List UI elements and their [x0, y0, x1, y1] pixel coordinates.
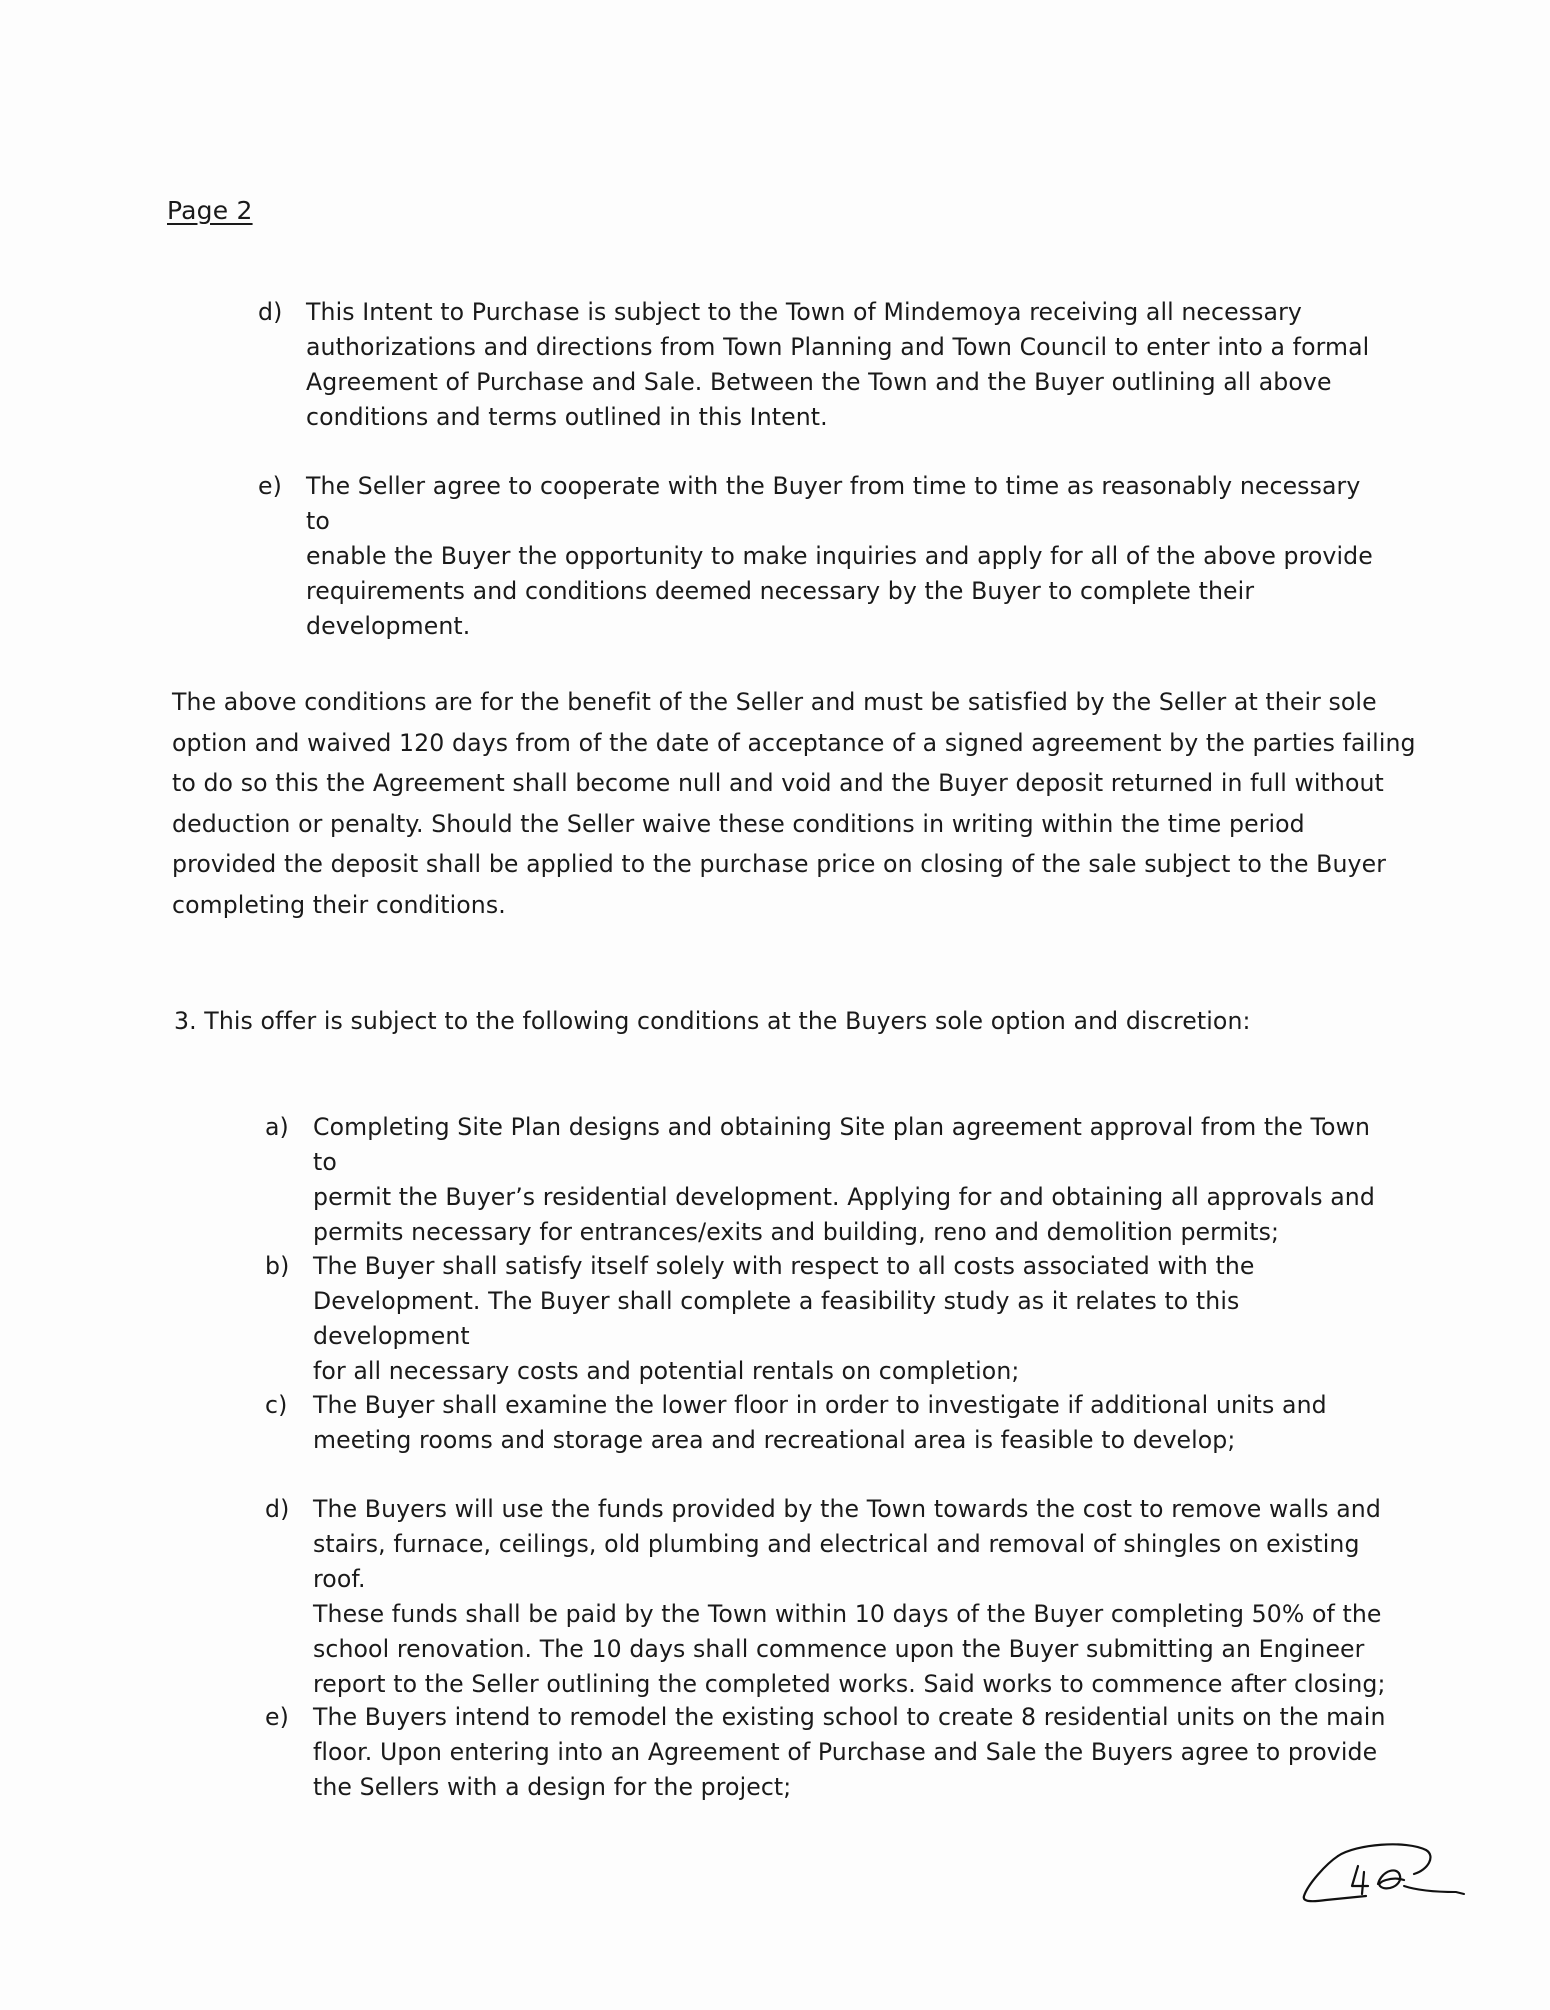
- item-marker: d): [258, 298, 283, 326]
- intent-item-e: [258, 469, 1388, 640]
- page-number-label: Page 2: [167, 196, 253, 225]
- section-3-heading: 3. This offer is subject to the following conditions at the Buyers sole option and discretion:: [174, 1007, 1251, 1035]
- item-marker: e): [258, 472, 282, 500]
- condition-item-e: [265, 1700, 1395, 1810]
- condition-item-c: [265, 1388, 1395, 1463]
- item-text: The Buyers intend to remodel the existing school to create 8 residential units on the main floor. Upon entering into an Agreement of Purchase and Sale the Buyers agree to provide the Sellers with a design for the project;: [313, 1703, 1386, 1801]
- condition-item-d: [265, 1492, 1395, 1698]
- item-text: The Seller agree to cooperate with the Buyer from time to time as reasonably necessary to enable the Buyer the opportunity to make inquiries and apply for all of the above provide requirements and conditions deemed necessary by the Buyer to complete their development.: [306, 472, 1373, 640]
- item-marker: e): [265, 1703, 289, 1731]
- item-text: The Buyer shall examine the lower floor in order to investigate if additional units and meeting rooms and storage area and recreational area is feasible to develop;: [313, 1391, 1327, 1454]
- item-text: Completing Site Plan designs and obtaining Site plan agreement approval from the Town to permit the Buyer’s residential development. Applying for and obtaining all approvals and permits necessary for entrances/exits and building, reno and demolition permits;: [313, 1113, 1375, 1246]
- item-text: The Buyer shall satisfy itself solely with respect to all costs associated with the Development. The Buyer shall complete a feasibility study as it relates to this development for all necessary costs and potential rentals on completion;: [313, 1252, 1255, 1385]
- item-marker: a): [265, 1113, 289, 1141]
- item-marker: c): [265, 1391, 288, 1419]
- item-marker: b): [265, 1252, 290, 1280]
- initials-signature: [1296, 1836, 1471, 1916]
- conditions-paragraph: The above conditions are for the benefit of the Seller and must be satisfied by the Seller at their sole option and waived 120 days from of the date of acceptance of a signed agreement by the parties failing to do so this the Agreement shall become null and void and the Buyer deposit returned in full without deduction or penalty. Should the Seller waive these conditions in writing within the time period provided the deposit shall be applied to the purchase price on closing of the sale subject to the Buyer completing their conditions.: [172, 688, 1416, 919]
- item-marker: d): [265, 1495, 290, 1523]
- condition-item-a: [265, 1110, 1395, 1246]
- item-text: The Buyers will use the funds provided by the Town towards the cost to remove walls and stairs, furnace, ceilings, old plumbing and electrical and removal of shingles on existing roof. These funds shall be paid by the Town within 10 days of the Buyer completing 50% of the school renovation. The 10 days shall commence upon the Buyer submitting an Engineer report to the Seller outlining the completed works. Said works to commence after closing;: [313, 1495, 1386, 1698]
- intent-item-d: [258, 295, 1388, 440]
- item-text: This Intent to Purchase is subject to the Town of Mindemoya receiving all necessary authorizations and directions from Town Planning and Town Council to enter into a formal Agreement of Purchase and Sale. Between the Town and the Buyer outlining all above conditions and terms outlined in this Intent.: [306, 298, 1370, 431]
- condition-item-b: [265, 1249, 1395, 1385]
